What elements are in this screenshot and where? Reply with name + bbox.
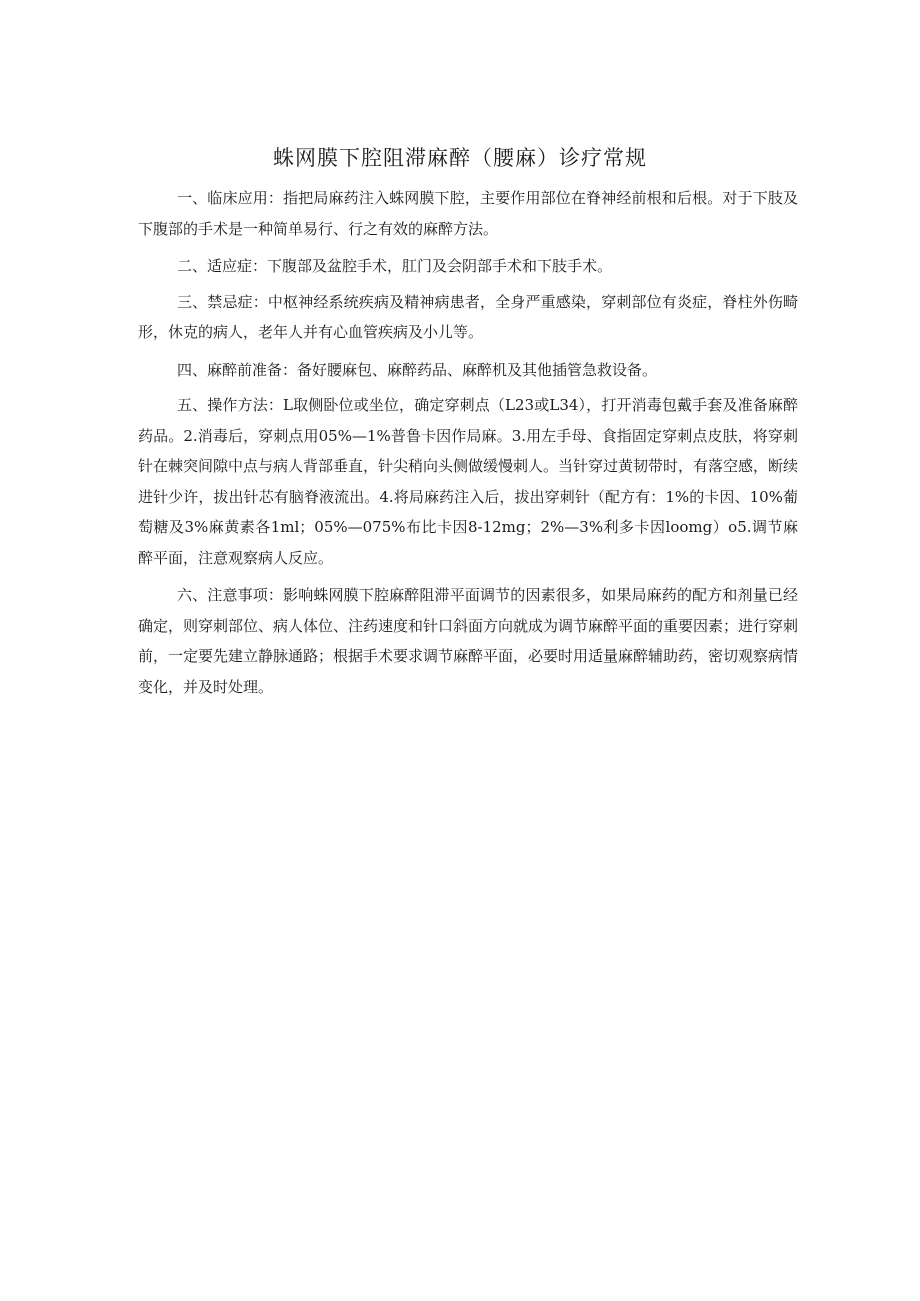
section-clinical-application: 一、临床应用：指把局麻药注入蛛网膜下腔，主要作用部位在脊神经前根和后根。对于下肢及下腹部的手术是一种简单易行、行之有效的麻醉方法。	[138, 189, 798, 238]
document-body	[138, 183, 798, 709]
section-precautions: 六、注意事项：影响蛛网膜下腔麻醉阻滞平面调节的因素很多，如果局麻药的配方和剂量已经确定，则穿刺部位、病人体位、注药速度和针口斜面方向就成为调节麻醉平面的重要因素；进行穿刺前，一定要先建立静脉通路；根据手术要求调节麻醉平面，必要时用适量麻醉辅助药，密切观察病情变化，并及时处理。	[138, 586, 799, 696]
section-contraindications: 三、禁忌症：中枢神经系统疾病及精神病患者，全身严重感染，穿刺部位有炎症，脊柱外伤畸形，休克的病人，老年人并有心血管疾病及小儿等。	[138, 292, 798, 341]
section-preparation: 四、麻醉前准备：备好腰麻包、麻醉药品、麻醉机及其他插管急救设备。	[177, 360, 658, 379]
section-indications: 二、适应症：下腹部及盆腔手术，肛门及会阴部手术和下肢手术。	[177, 257, 613, 275]
document-title: 蛛网膜下腔阻滞麻醉（腰麻）诊疗常规	[273, 146, 647, 170]
section-procedure: 五、操作方法：L取侧卧位或坐位，确定穿刺点（L23或L34），打开消毒包戴手套及准备麻醉药品。2.消毒后，穿刺点用05%—1%普鲁卡因作局麻。3.用左手母、食指固定穿刺点皮肤，将穿刺针在棘突间隙中点与病人背部垂直，针尖稍向头侧做缓慢刺人。当针穿过黄韧带时，有落空感，断续进针少许，拔出针芯有脑脊液流出。4.将局麻药注入后，拔出穿刺针（配方有：1%的卡因、10%葡萄糖及3%麻黄素各1ml；05%—075%布比卡因8-12mg；2%—3%利多卡因loomg）o5.调节麻醉平面，注意观察病人反应。	[138, 396, 799, 567]
